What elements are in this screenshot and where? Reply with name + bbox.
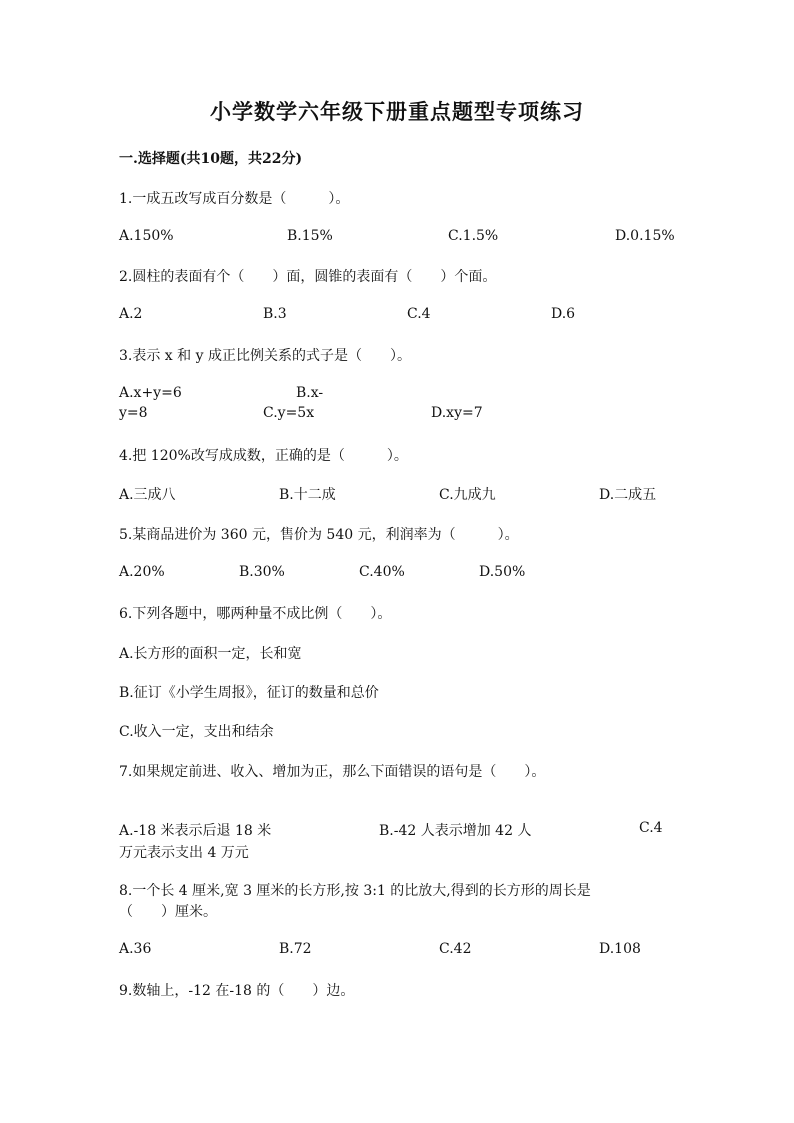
question-5-stem: 5.某商品进价为 360 元，售价为 540 元，利润率为（ ）。: [119, 527, 519, 543]
question-4-stem: 4.把 120%改写成成数，正确的是（ ）。: [119, 448, 408, 464]
question-5-option-a: A.20%: [119, 564, 165, 580]
question-7-option-c: C.4: [639, 820, 663, 836]
question-2-option-c: C.4: [407, 306, 431, 322]
question-8-stem-line-1: 8.一个长 4 厘米,宽 3 厘米的长方形,按 3:1 的比放大,得到的长方形的周长是: [119, 883, 591, 899]
page-title: 小学数学六年级下册重点题型专项练习: [210, 99, 584, 124]
question-5-option-b: B.30%: [239, 564, 285, 580]
question-7-stem: 7.如果规定前进、收入、增加为正，那么下面错误的语句是（ ）。: [119, 764, 546, 780]
question-7-option-c-continued: 万元表示支出 4 万元: [119, 845, 249, 861]
question-8-option-a: A.36: [119, 941, 152, 957]
question-2-option-a: A.2: [119, 306, 143, 322]
question-2-option-d: D.6: [551, 306, 576, 322]
question-4-option-a: A.三成八: [119, 487, 176, 503]
question-5-option-c: C.40%: [359, 564, 405, 580]
question-1-option-b: B.15%: [287, 228, 333, 244]
question-3-option-d: D.xy=7: [431, 405, 483, 421]
question-3-option-a: A.x+y=6: [119, 385, 182, 401]
question-4-option-c: C.九成九: [439, 487, 496, 503]
question-9-stem: 9.数轴上，-12 在-18 的（ ）边。: [119, 983, 355, 999]
question-6-stem: 6.下列各题中，哪两种量不成比例（ ）。: [119, 606, 392, 622]
question-2-option-b: B.3: [263, 306, 287, 322]
question-5-option-d: D.50%: [479, 564, 526, 580]
question-3-option-c: C.y=5x: [263, 405, 315, 421]
question-4-option-d: D.二成五: [599, 487, 657, 503]
question-8-option-c: C.42: [439, 941, 472, 957]
question-8-option-d: D.108: [599, 941, 641, 957]
question-7-option-a: A.-18 米表示后退 18 米: [119, 823, 272, 839]
question-3-option-b: B.x-: [296, 385, 324, 401]
section-heading: 一.选择题(共10题，共22分): [119, 151, 303, 167]
question-3-stem: 3.表示 x 和 y 成正比例关系的式子是（ ）。: [119, 348, 411, 364]
question-8-option-b: B.72: [279, 941, 312, 957]
question-1-option-d: D.0.15%: [615, 228, 675, 244]
question-4-option-b: B.十二成: [279, 487, 336, 503]
question-6-option-b: B.征订《小学生周报》，征订的数量和总价: [119, 685, 379, 701]
question-8-stem-line-2: （ ）厘米。: [119, 904, 217, 920]
question-1-stem: 1.一成五改写成百分数是（ ）。: [119, 191, 350, 207]
question-2-stem: 2.圆柱的表面有个（ ）面，圆锥的表面有（ ）个面。: [119, 269, 497, 285]
question-1-option-a: A.150%: [119, 228, 174, 244]
question-6-option-c: C.收入一定，支出和结余: [119, 724, 274, 740]
question-3-option-b-continued: y=8: [119, 405, 148, 421]
question-7-option-b: B.-42 人表示增加 42 人: [379, 823, 532, 839]
question-1-option-c: C.1.5%: [448, 228, 499, 244]
question-6-option-a: A.长方形的面积一定，长和宽: [119, 646, 302, 662]
